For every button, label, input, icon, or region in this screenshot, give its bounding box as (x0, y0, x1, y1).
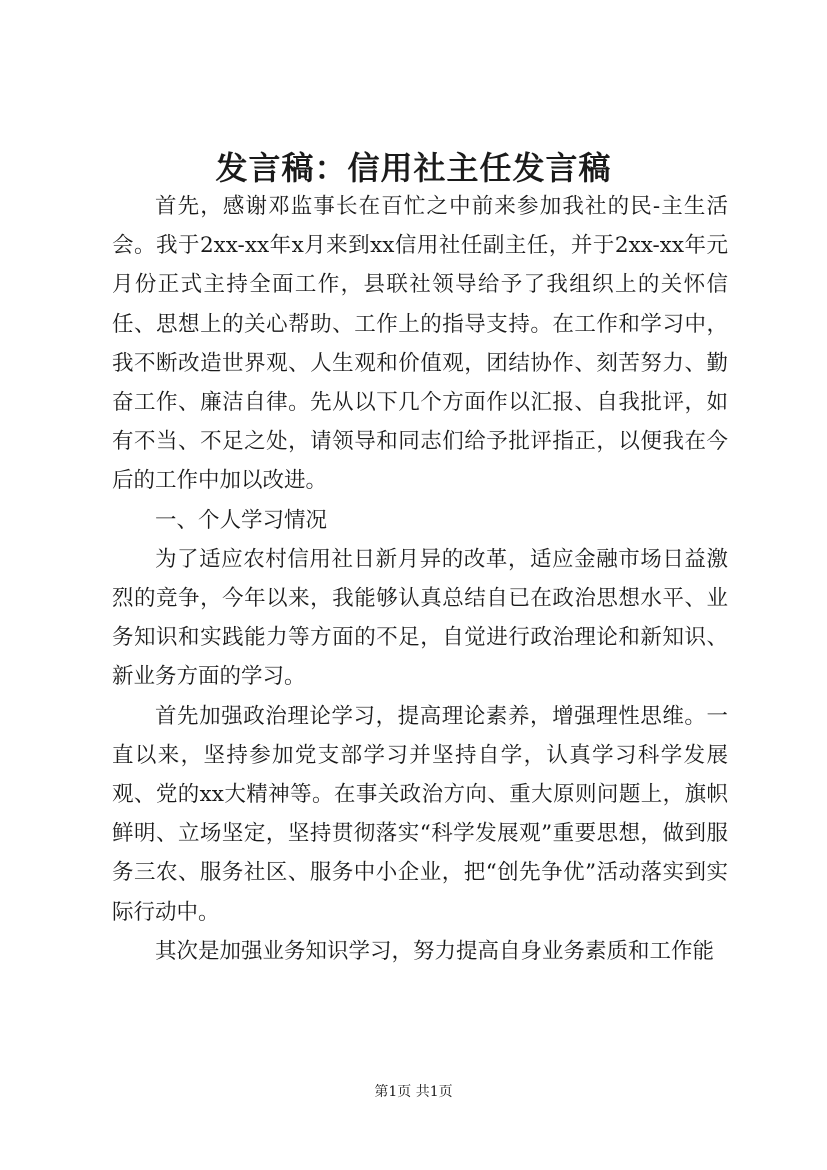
document-body (112, 187, 728, 971)
document-title: 发言稿：信用社主任发言稿 (215, 149, 612, 187)
paragraph-intro: 首先，感谢邓监事长在百忙之中前来参加我社的民-主生活会。我于2xx-xx年x月来到xx信用社任副主任，并于2xx-xx年元月份正式主持全面工作，县联社领导给予了我组织上的关怀信任、思想上的关心帮助、工作上的指导支持。在工作和学习中，我不断改造世界观、人生观和价值观，团结协作、刻苦努力、勤奋工作、廉洁自律。先从以下几个方面作以汇报、自我批评，如有不当、不足之处，请领导和同志们给予批评指正，以便我在今后的工作中加以改进。 (112, 194, 728, 494)
page-number-label: 第1页 共1页 (374, 1084, 453, 1100)
section-heading-personal-study: 一、个人学习情况 (155, 507, 328, 533)
paragraph-political-theory: 首先加强政治理论学习，提高理论素养，增强理性思维。一直以来，坚持参加党支部学习并坚持自学，认真学习科学发展观、党的xx大精神等。在事关政治方向、重大原则问题上，旗帜鲜明、立场坚定，坚持贯彻落实“科学发展观”重要思想，做到服务三农、服务社区、服务中小企业，把“创先争优”活动落实到实际行动中。 (112, 703, 728, 925)
paragraph-business-knowledge: 其次是加强业务知识学习，努力提高自身业务素质和工作能 (155, 938, 715, 964)
paragraph-study-overview: 为了适应农村信用社日新月异的改革，适应金融市场日益激烈的竞争，今年以来，我能够认真总结自已在政治思想水平、业务知识和实践能力等方面的不足，自觉进行政治理论和新知识、新业务方面的学习。 (112, 546, 728, 690)
page-footer (0, 1082, 827, 1102)
